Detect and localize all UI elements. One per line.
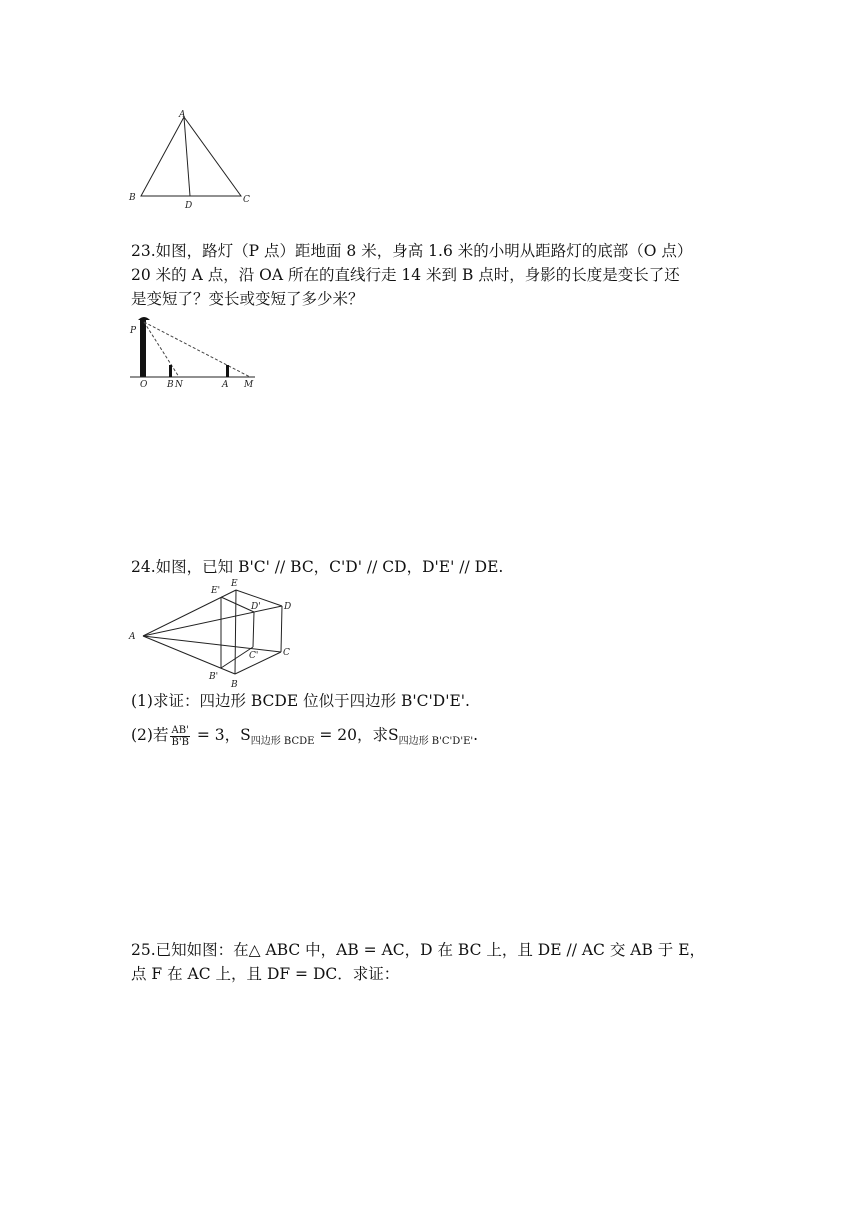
- label-a: A: [222, 380, 229, 390]
- label-c: C: [243, 195, 250, 205]
- q25-line2: 点 F 在 AC 上，且 DF = DC．求证：: [131, 965, 400, 983]
- label-a: A: [129, 632, 136, 642]
- label-m: M: [244, 380, 254, 390]
- subscript-bcde: 四边形 BCDE: [250, 736, 315, 747]
- label-d-prime: D': [251, 602, 261, 612]
- q23-line3: 是变短了？变长或变短了多少米？: [131, 290, 364, 308]
- part2-mid: = 20，求S: [314, 726, 399, 744]
- figure-street-lamp: [128, 313, 263, 393]
- label-p: P: [130, 326, 137, 336]
- fraction-denominator: B'B: [171, 736, 189, 748]
- part2-end: .: [473, 726, 479, 744]
- figure-homothety: [125, 575, 300, 690]
- label-b: B: [167, 380, 174, 390]
- label-c: C: [283, 648, 290, 658]
- q24-part2: [131, 724, 478, 753]
- label-n: N: [175, 380, 183, 390]
- q24-part1: (1)求证：四边形 BCDE 位似于四边形 B'C'D'E'.: [131, 692, 470, 710]
- q23-line1: 23.如图，路灯（P 点）距地面 8 米，身高 1.6 米的小明从距路灯的底部（O 点）: [131, 242, 693, 260]
- label-b: B: [129, 193, 136, 203]
- label-d: D: [284, 602, 292, 612]
- label-a: A: [179, 110, 186, 120]
- fraction: [170, 725, 189, 748]
- label-c-prime: C': [249, 651, 259, 661]
- label-o: O: [140, 380, 148, 390]
- label-b: B: [231, 680, 238, 690]
- q25-line1: 25.已知如图：在△ ABC 中，AB = AC，D 在 BC 上，且 DE // AC 交 AB 于 E，: [131, 941, 706, 959]
- label-d: D: [185, 201, 193, 211]
- subscript-bcde-prime: 四边形 B'C'D'E': [398, 736, 474, 747]
- label-e: E: [231, 579, 238, 589]
- label-b-prime: B': [209, 672, 219, 682]
- q23-line2: 20 米的 A 点，沿 OA 所在的直线行走 14 米到 B 点时，身影的长度是变长了还: [131, 266, 680, 284]
- part2-prefix: (2)若: [131, 726, 169, 744]
- part2-eq: = 3，S: [191, 726, 251, 744]
- label-e-prime: E': [211, 586, 221, 596]
- q24-line1: 24.如图，已知 B'C' // BC，C'D' // CD，D'E' // DE.: [131, 558, 504, 576]
- fraction-numerator: AB': [171, 724, 189, 736]
- figure-triangle-abd: [125, 108, 260, 213]
